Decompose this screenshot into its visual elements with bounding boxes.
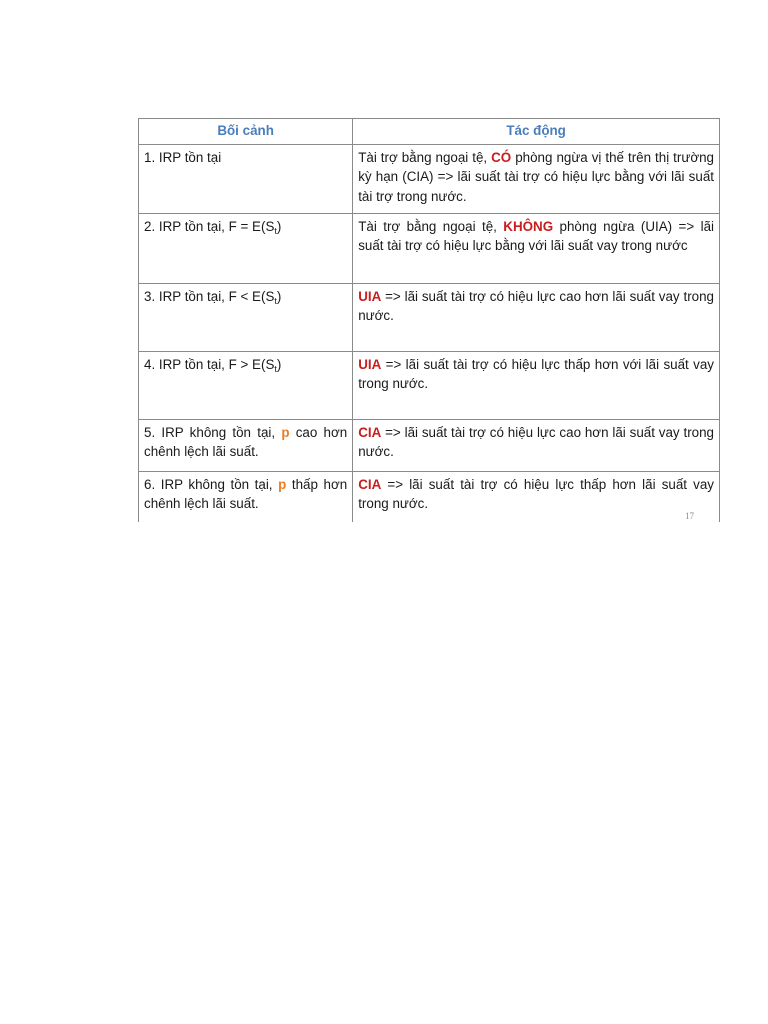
- table-row: [139, 213, 720, 283]
- table-header-row: [139, 119, 720, 145]
- context-cell: 4. IRP tồn tại, $F > E(S_t)$: [139, 351, 353, 419]
- highlight-text: KHÔNG: [503, 218, 554, 234]
- comparison-table-container: [138, 118, 720, 524]
- impact-cell: UIA => lãi suất tài trợ có hiệu lực cao hơn lãi suất vay trong nước.: [353, 283, 720, 351]
- impact-cell: CIA => lãi suất tài trợ có hiệu lực thấp hơn lãi suất vay trong nước.: [353, 471, 720, 522]
- highlight-text: UIA: [358, 288, 382, 304]
- highlight-text: CIA: [358, 476, 382, 492]
- highlight-text: p: [281, 424, 290, 440]
- table-row: [139, 419, 720, 471]
- table-row: [139, 144, 720, 213]
- impact-cell: Tài trợ bằng ngoại tệ, KHÔNG phòng ngừa (UIA) => lãi suất tài trợ có hiệu lực bằng với lãi suất vay trong nước: [353, 213, 720, 283]
- highlight-text: CIA: [358, 424, 382, 440]
- context-cell: 1. IRP tồn tại: [139, 144, 353, 213]
- table-row: [139, 471, 720, 522]
- page-number: 17: [685, 511, 694, 521]
- context-cell: 5. IRP không tồn tại, p cao hơn chênh lệch lãi suất.: [139, 419, 353, 471]
- table-row: [139, 351, 720, 419]
- context-cell: 3. IRP tồn tại, $F < E(S_t)$: [139, 283, 353, 351]
- impact-cell: Tài trợ bằng ngoại tệ, CÓ phòng ngừa vị thế trên thị trường kỳ hạn (CIA) => lãi suất tài trợ có hiệu lực bằng với lãi suất tài trợ trong nước.: [353, 144, 720, 213]
- impact-cell: UIA => lãi suất tài trợ có hiệu lực thấp hơn với lãi suất vay trong nước.: [353, 351, 720, 419]
- highlight-text: CÓ: [491, 149, 512, 165]
- context-cell: 6. IRP không tồn tại, p thấp hơn chênh lệch lãi suất.: [139, 471, 353, 522]
- highlight-text: p: [278, 476, 287, 492]
- impact-cell: CIA => lãi suất tài trợ có hiệu lực cao hơn lãi suất vay trong nước.: [353, 419, 720, 471]
- header-impact: Tác động: [353, 119, 720, 145]
- context-cell: 2. IRP tồn tại, $F = E(S_t)$: [139, 213, 353, 283]
- irp-comparison-table: [138, 118, 720, 522]
- header-context: Bối cảnh: [139, 119, 353, 145]
- highlight-text: UIA: [358, 356, 382, 372]
- table-row: [139, 283, 720, 351]
